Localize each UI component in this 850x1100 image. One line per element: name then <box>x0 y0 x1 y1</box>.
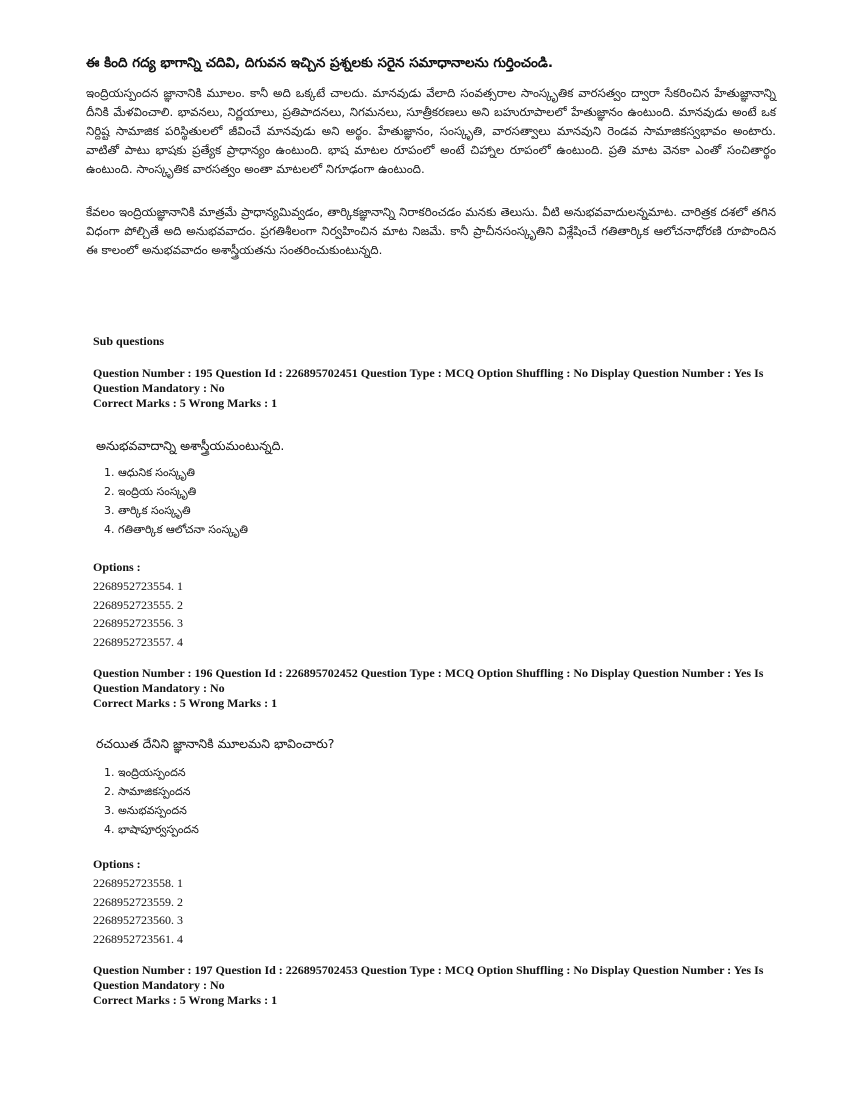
question-choices <box>104 463 248 539</box>
sub-questions-heading: Sub questions <box>93 334 165 348</box>
choice-item: 3. అనుభవస్పందన <box>104 804 187 817</box>
option-item: 2268952723554. 1 <box>93 579 183 593</box>
passage-paragraph: ఇంద్రియస్పందన జ్ఞానానికి మూలం. కానీ అది ఒక్కటే చాలదు. మానవుడు వేలాది సంవత్సరాల సాంస్కృతిక వారసత్వం ద్వారా సేకరించిన హేతుజ్ఞానాన్ని దీనికి మేళవించాలి. భావనలు, నిర్ణయాలు, ప్రతిపాదనలు, నిగమనలు, సూత్రీకరణలు అని బహురూపాలలో హేతుజ్ఞానం ఉంటుంది. మానవుడు అంటే ఒక నిర్దిష్ట సామాజిక పరిస్థితులలో జీవించే మానవుడు అని అర్థం. హేతుజ్ఞానం, సంస్కృతి, వారసత్వాలు మానవుని రెండవ సామాజికస్వభావం అంటారు. వాటితో పాటు భాషకు ప్రత్యేక ప్రాధాన్యం ఉంటుంది. భాష మాటల రూపంలో అంటే చిహ్నాల రూపంలో ఉంటుంది. ప్రతి మాట వెనకా ఎంతో సంచితార్థం ఉంటుంది. సాంస్కృతిక వారసత్వం అంతా మాటలలో నిగూఢంగా ఉంటుంది. <box>86 86 776 176</box>
question-marks: Correct Marks : 5 Wrong Marks : 1 <box>93 696 278 710</box>
option-item: 2268952723559. 2 <box>93 894 183 909</box>
question-meta-line: Question Mandatory : No <box>93 381 225 395</box>
option-item: 2268952723560. 3 <box>93 913 183 927</box>
question-meta-line: Question Mandatory : No <box>93 978 225 992</box>
passage-instruction: ఈ కింది గద్య భాగాన్ని చదివి, దిగువన ఇచ్చిన ప్రశ్నలకు సరైన సమాధానాలను గుర్తించండి. <box>86 55 553 71</box>
options-label: Options : <box>93 857 141 871</box>
choice-item: 2. సామాజికస్పందన <box>104 785 191 798</box>
question-meta-line: Question Mandatory : No <box>93 681 225 695</box>
option-item: 2268952723556. 3 <box>93 616 183 630</box>
question-marks: Correct Marks : 5 Wrong Marks : 1 <box>93 396 278 410</box>
question-meta-line: Question Number : 195 Question Id : 226895702451 Question Type : MCQ Option Shuffling : No Display Question Number : Yes Is <box>93 366 764 380</box>
passage-paragraph: కేవలం ఇంద్రియజ్ఞానానికి మాత్రమే ప్రాధాన్యమివ్వడం, తార్కికజ్ఞానాన్ని నిరాకరించడం మనకు తెలుసు. వీటి అనుభవవాదులన్నమాట. చారిత్రక దశలో తగిన విధంగా పోల్చితే అది అనుభవవాదం. ప్రగతిశీలంగా నిర్వహించిన మాట నిజమే. కానీ ప్రాచీనసంస్కృతిని విశ్లేషించే గతితార్కిక ఆలోచనాధోరణి రూపొందిన ఈ కాలంలో అనుభవవాదం అశాస్త్రీయతను సంతరించుకుంటున్నది. <box>86 205 776 257</box>
question-choices <box>104 763 199 839</box>
option-item: 2268952723557. 4 <box>93 634 183 649</box>
question-meta <box>93 963 773 1008</box>
question-text: రచయిత దేనిని జ్ఞానానికి మూలమని భావించారు? <box>96 736 335 751</box>
question-meta <box>93 666 773 711</box>
question-marks: Correct Marks : 5 Wrong Marks : 1 <box>93 993 278 1007</box>
option-item: 2268952723561. 4 <box>93 931 183 946</box>
option-item: 2268952723558. 1 <box>93 876 183 890</box>
question-meta-line: Question Number : 197 Question Id : 226895702453 Question Type : MCQ Option Shuffling : No Display Question Number : Yes Is <box>93 963 764 977</box>
choice-item: 4. భాషాపూర్వస్పందన <box>104 823 199 836</box>
options-label: Options : <box>93 560 141 574</box>
question-meta <box>93 366 773 411</box>
question-text: అనుభవవాదాన్ని అశాస్త్రీయమంటున్నది. <box>96 438 285 453</box>
options-list <box>93 577 183 651</box>
options-list <box>93 874 183 948</box>
choice-item: 1. ఆధునిక సంస్కృతి <box>104 466 195 479</box>
choice-item: 2. ఇంద్రియ సంస్కృతి <box>104 485 197 498</box>
choice-item: 3. తార్కిక సంస్కృతి <box>104 504 191 517</box>
option-item: 2268952723555. 2 <box>93 597 183 612</box>
choice-item: 1. ఇంద్రియస్పందన <box>104 766 186 779</box>
question-meta-line: Question Number : 196 Question Id : 226895702452 Question Type : MCQ Option Shuffling : No Display Question Number : Yes Is <box>93 666 764 680</box>
choice-item: 4. గతితార్కిక ఆలోచనా సంస్కృతి <box>104 523 248 536</box>
